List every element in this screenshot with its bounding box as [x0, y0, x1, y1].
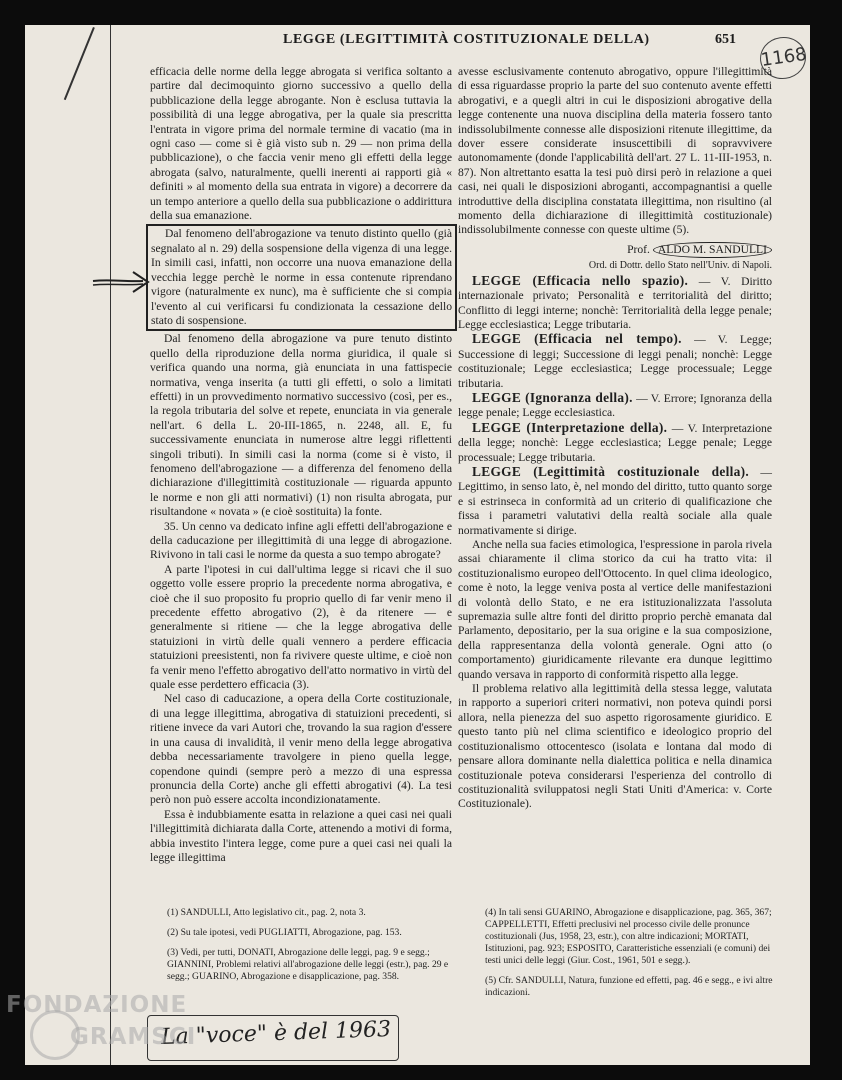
entry-efficacia-spazio: LEGGE (Efficacia nello spazio). — V. Diritto internazionale privato; Personalità e territorialità del diritto; Conflitto di leggi interne; nonchè: Territorialità della legge penale; Legge ecclesiastica; Legge tributaria. — [458, 272, 772, 331]
left-paragraph-1: efficacia delle norme della legge abrogata si verifica soltanto a partire dal decimoquinto giorno successivo a quello della pubblicazione della legge abrogante. Non è esclusa tuttavia la possibilità di una legge abrogativa, per la quale sia prescritta l'entrata in vigore prima del normale termine di vacatio (ma in ogni caso — come si è già visto sub n. 29 — non prima della pubblicazione), o che faccia venir meno gli effetti della legge abrogata (salvo, naturalmente, quelli inerenti ai rapporti già « definiti » al momento della sua entrata in vigore) a decorrere da un tempo anteriore a quello della sua pubblicazione o addirittura della sua emanazione. — [150, 65, 452, 223]
left-paragraph-3: Dal fenomeno della abrogazione va pure tenuto distinto quello della riproduzione della norma giuridica, il quale si verifica quando una norma, già enunciata in una fattispecie normativa, venga inserita (a tutti gli effetti, o solo a limitati effetti) in un provvedimento normativo successivo (così, per es., la regola tributaria del solve et repete, enunciata in via generale nell'art. 6 della L. 20-III-1865, n. 2248, all. E, fu successivamente enunciata in numerose altre leggi riflettenti singoli tributi). In simili casi la norma (come si è visto, il fenomeno dell'abrogazione — a differenza del fenomeno della dichiarazione d'illegittimità costituzionale — riguarda appunto le norme e non gli atti normativi) (1) non risulta abrogata, pur risultandone « novata » (e cioè sostituita) la fonte. — [150, 332, 452, 519]
left-paragraph-7: Essa è indubbiamente esatta in relazione a quei casi nei quali l'illegittimità dichiarata dalla Corte, attenendo a motivi di forma, abbia investito l'intera legge, come pure a quei casi nei quali la legge illegittima — [150, 807, 452, 864]
footnote-4: (4) In tali sensi GUARINO, Abrogazione e disapplicazione, pag. 365, 367; CAPPELLETTI, Effetti preclusivi nel processo civile delle pronunce costituzionali (Jus, 1958, 23, estr.), con altre indicazioni; MORTATI, Istituzioni, pag. 923; ESPOSITO, Caratteristiche essenziali (e comuni) dei testi unici delle leggi (Giur. Cost., 1961, 501 e segg.). — [485, 907, 772, 966]
entry-legittimita: LEGGE (Legittimità costituzionale della). — Legittimo, in senso lato, è, nel mondo del diritto, tutto quanto sorge e si estrinseca in conformità ad un criterio di qualificazione che fissa i parametri valutativi della realtà sociale alla quale normativamente si dirige. — [458, 463, 772, 537]
right-column — [458, 65, 772, 812]
left-paragraph-5: A parte l'ipotesi in cui dall'ultima legge si ricavi che il suo oggetto volle essere proprio la precedente norma abrogativa, e cioè che il suo proposito fu proprio quello di far venir meno il precedente effetto abrogativo (2), è da ritenere — e generalmente si ritiene — che la legge abrogativa delle statuizioni in virtù delle quali vennero a perdere efficacia statuizioni preesistenti, non fa rivivere queste ultime, e cioè non fa venir meno l'effetto abrogativo dell'atto normativo in virtù del quale esse perdettero efficacia (3). — [150, 562, 452, 692]
footnotes-left — [167, 907, 467, 991]
hand-drawn-arrow-icon — [91, 269, 151, 295]
footnote-3: (3) Vedi, per tutti, DONATI, Abrogazione delle leggi, pag. 9 e segg.; GIANNINI, Problemi relativi all'abrogazione delle leggi (estr.), pag. 29 e segg.; GUARINO, Abrogazione e disapplicazione, pag. 358. — [167, 947, 449, 982]
footnotes-right — [485, 907, 775, 1007]
right-paragraph-2: Anche nella sua facies etimologica, l'espressione in parola rivela assai chiaramente il clima storico da cui ha tratto vita: il costituzionalismo europeo dell'Ottocento. In quel clima ideologico, come è noto, la legge veniva posta al vertice delle manifestazioni di volontà dello Stato, e ne era istituzionalizzata l'assoluta supremazia sulle altre fonti del diritto proprio perchè emanata dal Parlamento, depositario, per la sua origine e la sua composizione, della rappresentanza della volontà generale. Ogni atto (o comportamento) giuridicamente rilevante era dunque legittimo quando versava in rapporto di conformità rispetto alla legge. — [458, 538, 772, 681]
footnote-1: (1) SANDULLI, Atto legislativo cit., pag. 2, nota 3. — [167, 907, 366, 918]
entry-interpretazione: LEGGE (Interpretazione della). — V. Interpretazione della legge; nonchè: Legge ecclesiastica; Legge penale; Legge processuale; Legge tributaria. — [458, 419, 772, 464]
margin-diagonal-mark — [64, 27, 95, 100]
right-paragraph-1: avesse esclusivamente contenuto abrogativo, oppure l'illegittimità di essa riguardasse proprio la parte del suo contenuto avente effetti abrogativi, e a quegli altri in cui le disposizioni abrogative della legge contenente una nuova disciplina della materia fossero tanto indissolubilmente connesse alle disposizioni ritenute illegittime, da dover essere considerate insuscettibili di sopravvivere autonomamente (donde l'applicabilità dell'art. 27 L. 11-III-1953, n. 87). Non altrettanto esatta la tesi può dirsi però in relazione a quei casi, nei quali le disposizioni abroganti, accompagnantisi a quelle introduttive della disciplina constatata illegittima, non risultino (al momento della dichiarazione di illegittimità costituzionale) indissolubilmente connesse con queste ultime (5). — [458, 65, 772, 237]
boxed-passage — [146, 224, 457, 331]
footnote-5: (5) Cfr. SANDULLI, Natura, funzione ed effetti, pag. 46 e segg., e ivi altre indicazioni. — [485, 975, 773, 998]
watermark-line-1: FONDAZIONE — [6, 992, 188, 1018]
left-paragraph-2-boxed: Dal fenomeno dell'abrogazione va tenuto distinto quello (già segnalato al n. 29) della sospensione della vigenza di una legge. In simili casi, infatti, non occorre una nuova emanazione della vecchia legge perchè le norme in essa contenute riprendano vigore (naturalmente ex nunc), ma è sufficiente che si compia l'evento al cui verificarsi fu condizionata la cessazione dello stato di sospensione. — [151, 227, 452, 327]
right-paragraph-3: Il problema relativo alla legittimità della stessa legge, valutata in rapporto a superiori criteri normativi, non poteva quindi porsi allora, nella pienezza del suo aspetto rigorosamente giuridico. E questo tanto più nel clima scientifico e ideologico proprio del costituzionalismo ottocentesco (isolata e lontana dal modo di pensare allora dominante nella dialettica politica e nella dinamica costituzionale poteva considerarsi l'esperienza del controllo di costituzionalità sviluppatosi negli Stati Uniti d'America: v. Corte Costituzionale). — [458, 682, 772, 811]
entry-efficacia-tempo: LEGGE (Efficacia nel tempo). — V. Legge; Successione di leggi; Successione di leggi penali; nonchè: Legge costituzionale; Legge ecclesiastica; Legge processuale; Legge tributaria. — [458, 331, 773, 390]
author-title: Ord. di Dottr. dello Stato nell'Univ. di Napoli. — [588, 260, 772, 272]
watermark-line-2: GRAMSCI — [70, 1024, 197, 1050]
handwritten-note: La "voce" è del 1963 — [160, 1016, 392, 1051]
footnote-2: (2) Su tale ipotesi, vedi PUGLIATTI, Abrogazione, pag. 153. — [167, 927, 402, 938]
section-35-paragraph: 35. Un cenno va dedicato infine agli effetti dell'abrogazione e della caducazione per illegittimità di una legge di abrogazione. Rivivono in tali casi le norme da questa a suo tempo abrogate? — [150, 519, 452, 562]
left-paragraph-6: Nel caso di caducazione, a opera della Corte costituzionale, di una legge illegittima, abrogativa di statuizioni precedenti, si ritiene invece da vari Autori che, trovando la sua ragion d'essere in una causa di invalidità, il venir meno della legge abrogativa debba necessariamente travolgere in pieno quella legge, copendone quindi (sempre però a mezzo di una espressa pronuncia della Corte) anche gli effetti abrogativi (4). La tesi però non può essere accolta incondizionatamente. — [150, 692, 452, 807]
left-column — [150, 65, 452, 865]
author-name-circled: ALDO M. SANDULLI — [653, 242, 772, 258]
margin-rule — [110, 25, 111, 1065]
entry-ignoranza: LEGGE (Ignoranza della). — V. Errore; Ignoranza della legge penale; Legge ecclesiastica. — [458, 389, 773, 420]
page-number: 651 — [715, 32, 736, 47]
document-page — [25, 25, 810, 1065]
author-signature: Prof. ALDO M. SANDULLI Ord. di Dottr. dello Stato nell'Univ. di Napoli. — [588, 242, 772, 272]
handwritten-circled-number: 1168 — [757, 34, 808, 82]
running-header: LEGGE (LEGITTIMITÀ COSTITUZIONALE DELLA) — [283, 32, 650, 47]
